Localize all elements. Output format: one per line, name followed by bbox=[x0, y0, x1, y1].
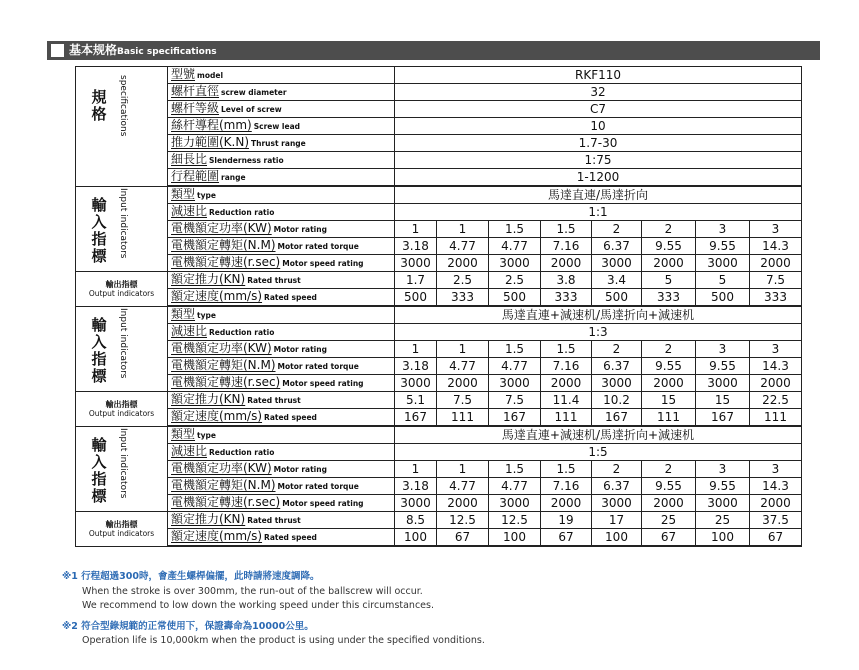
label-level: 螺杆等級 Level of screw bbox=[168, 101, 395, 118]
power-cell: 2 bbox=[642, 221, 696, 238]
note-1-cn: ※1 行程超過300時，會產生螺桿偏擺，此時請將速度調降。 bbox=[62, 571, 320, 582]
label-motor-torque: 電機額定轉矩(N.M) Motor rated torque bbox=[168, 238, 395, 255]
group-output-indicators: 輸出指標 Output indicators bbox=[76, 272, 168, 307]
thrust-cell: 5 bbox=[696, 272, 750, 289]
section-title-bar bbox=[47, 41, 820, 60]
rspeed-cell: 111 bbox=[437, 409, 489, 427]
power-cell: 3 bbox=[696, 221, 750, 238]
rspeed-cell: 500 bbox=[696, 289, 750, 307]
rspeed-cell: 333 bbox=[750, 289, 802, 307]
speed-cell: 3000 bbox=[592, 495, 642, 512]
thrust-cell: 22.5 bbox=[750, 392, 802, 409]
rspeed-cell: 100 bbox=[592, 529, 642, 547]
note-2-cn: ※2 符合型錄規範的正常使用下，保證壽命為10000公里。 bbox=[62, 620, 314, 632]
rspeed-cell: 67 bbox=[541, 529, 592, 547]
value-thrust-range: 1.7-30 bbox=[395, 135, 802, 152]
rspeed-cell: 67 bbox=[750, 529, 802, 547]
value-model: RKF110 bbox=[395, 67, 802, 84]
label-reduction-ratio: 減速比 Reduction ratio bbox=[168, 444, 395, 461]
thrust-cell: 25 bbox=[696, 512, 750, 529]
power-cell: 2 bbox=[592, 221, 642, 238]
speed-cell: 2000 bbox=[642, 495, 696, 512]
group-specifications: 規格 specifications bbox=[76, 67, 168, 187]
label-type: 類型 type bbox=[168, 306, 395, 324]
value-diameter: 32 bbox=[395, 84, 802, 101]
power-cell: 2 bbox=[592, 461, 642, 478]
rspeed-cell: 111 bbox=[642, 409, 696, 427]
label-rated-thrust: 額定推力(KN) Rated thrust bbox=[168, 392, 395, 409]
torque-cell: 4.77 bbox=[489, 358, 541, 375]
thrust-cell: 2.5 bbox=[489, 272, 541, 289]
torque-cell: 3.18 bbox=[395, 358, 437, 375]
speed-cell: 2000 bbox=[642, 375, 696, 392]
label-reduction-ratio: 減速比 Reduction ratio bbox=[168, 204, 395, 221]
torque-cell: 14.3 bbox=[750, 238, 802, 255]
torque-cell: 7.16 bbox=[541, 238, 592, 255]
label-motor-power: 電機額定功率(KW) Motor rating bbox=[168, 341, 395, 358]
label-motor-speed: 電機額定轉速(r.sec) Motor speed rating bbox=[168, 495, 395, 512]
speed-cell: 3000 bbox=[696, 375, 750, 392]
power-cell: 3 bbox=[750, 341, 802, 358]
thrust-cell: 7.5 bbox=[437, 392, 489, 409]
label-motor-torque: 電機額定轉矩(N.M) Motor rated torque bbox=[168, 358, 395, 375]
rspeed-cell: 333 bbox=[437, 289, 489, 307]
torque-cell: 4.77 bbox=[437, 238, 489, 255]
power-cell: 3 bbox=[696, 341, 750, 358]
power-cell: 1.5 bbox=[489, 221, 541, 238]
power-cell: 3 bbox=[750, 461, 802, 478]
group-output-indicators: 輸出指標 Output indicators bbox=[76, 512, 168, 547]
power-cell: 1.5 bbox=[541, 341, 592, 358]
group-input-indicators: 輸入指標 Input indicators bbox=[76, 186, 168, 272]
torque-cell: 4.77 bbox=[489, 478, 541, 495]
group-input-indicators: 輸入指標 Input indicators bbox=[76, 426, 168, 512]
thrust-cell: 5.1 bbox=[395, 392, 437, 409]
value-type: 馬達直連/馬達折向 bbox=[395, 186, 802, 204]
rspeed-cell: 67 bbox=[437, 529, 489, 547]
rspeed-cell: 500 bbox=[592, 289, 642, 307]
title-square-icon bbox=[51, 44, 64, 57]
rspeed-cell: 500 bbox=[489, 289, 541, 307]
thrust-cell: 1.7 bbox=[395, 272, 437, 289]
label-motor-power: 電機額定功率(KW) Motor rating bbox=[168, 221, 395, 238]
thrust-cell: 15 bbox=[642, 392, 696, 409]
power-cell: 2 bbox=[592, 341, 642, 358]
torque-cell: 7.16 bbox=[541, 358, 592, 375]
speed-cell: 2000 bbox=[642, 255, 696, 272]
power-cell: 1.5 bbox=[541, 221, 592, 238]
row-model bbox=[76, 67, 802, 84]
value-reduction-ratio: 1:5 bbox=[395, 444, 802, 461]
power-cell: 3 bbox=[750, 221, 802, 238]
speed-cell: 2000 bbox=[750, 255, 802, 272]
torque-cell: 6.37 bbox=[592, 238, 642, 255]
label-rated-speed: 額定速度(mm/s) Rated speed bbox=[168, 529, 395, 547]
speed-cell: 3000 bbox=[395, 495, 437, 512]
torque-cell: 6.37 bbox=[592, 358, 642, 375]
note-2-en-1: Operation life is 10,000km when the product is using under the specified vonditions. bbox=[82, 635, 485, 646]
speed-cell: 3000 bbox=[592, 375, 642, 392]
thrust-cell: 3.8 bbox=[541, 272, 592, 289]
value-lead: 10 bbox=[395, 118, 802, 135]
speed-cell: 3000 bbox=[489, 375, 541, 392]
rspeed-cell: 100 bbox=[395, 529, 437, 547]
speed-cell: 2000 bbox=[750, 375, 802, 392]
label-motor-speed: 電機額定轉速(r.sec) Motor speed rating bbox=[168, 255, 395, 272]
group-input-indicators: 輸入指標 Input indicators bbox=[76, 306, 168, 392]
label-rated-thrust: 額定推力(KN) Rated thrust bbox=[168, 272, 395, 289]
power-cell: 1 bbox=[437, 221, 489, 238]
power-cell: 1 bbox=[437, 461, 489, 478]
rspeed-cell: 500 bbox=[395, 289, 437, 307]
label-type: 類型 type bbox=[168, 186, 395, 204]
value-slenderness: 1:75 bbox=[395, 152, 802, 169]
label-stroke: 行程範圍 range bbox=[168, 169, 395, 187]
label-rated-thrust: 額定推力(KN) Rated thrust bbox=[168, 512, 395, 529]
note-1-en-2: We recommend to low down the working speed under this circumstances. bbox=[82, 600, 434, 611]
torque-cell: 9.55 bbox=[696, 238, 750, 255]
value-reduction-ratio: 1:3 bbox=[395, 324, 802, 341]
torque-cell: 9.55 bbox=[642, 238, 696, 255]
speed-cell: 3000 bbox=[696, 495, 750, 512]
speed-cell: 2000 bbox=[437, 375, 489, 392]
torque-cell: 6.37 bbox=[592, 478, 642, 495]
speed-cell: 2000 bbox=[541, 255, 592, 272]
speed-cell: 2000 bbox=[541, 495, 592, 512]
section-title: 基本规格Basic specifications bbox=[69, 43, 217, 57]
torque-cell: 3.18 bbox=[395, 238, 437, 255]
value-reduction-ratio: 1:1 bbox=[395, 204, 802, 221]
note-1-en-1: When the stroke is over 300mm, the run-out of the ballscrew will occur. bbox=[82, 585, 423, 597]
torque-cell: 9.55 bbox=[642, 478, 696, 495]
torque-cell: 3.18 bbox=[395, 478, 437, 495]
torque-cell: 14.3 bbox=[750, 358, 802, 375]
speed-cell: 2000 bbox=[437, 495, 489, 512]
rspeed-cell: 167 bbox=[592, 409, 642, 427]
torque-cell: 4.77 bbox=[437, 358, 489, 375]
torque-cell: 9.55 bbox=[696, 358, 750, 375]
group-output-indicators: 輸出指標 Output indicators bbox=[76, 392, 168, 427]
label-slenderness: 細長比 Slenderness ratio bbox=[168, 152, 395, 169]
thrust-cell: 7.5 bbox=[489, 392, 541, 409]
torque-cell: 14.3 bbox=[750, 478, 802, 495]
speed-cell: 3000 bbox=[489, 495, 541, 512]
thrust-cell: 12.5 bbox=[489, 512, 541, 529]
power-cell: 1 bbox=[395, 221, 437, 238]
power-cell: 1 bbox=[395, 461, 437, 478]
thrust-cell: 7.5 bbox=[750, 272, 802, 289]
power-cell: 2 bbox=[642, 461, 696, 478]
torque-cell: 4.77 bbox=[489, 238, 541, 255]
thrust-cell: 11.4 bbox=[541, 392, 592, 409]
thrust-cell: 5 bbox=[642, 272, 696, 289]
label-type: 類型 type bbox=[168, 426, 395, 444]
speed-cell: 3000 bbox=[489, 255, 541, 272]
value-stroke: 1-1200 bbox=[395, 169, 802, 187]
rspeed-cell: 111 bbox=[541, 409, 592, 427]
power-cell: 3 bbox=[696, 461, 750, 478]
section-1 bbox=[76, 186, 802, 306]
thrust-cell: 19 bbox=[541, 512, 592, 529]
rspeed-cell: 167 bbox=[696, 409, 750, 427]
label-motor-torque: 電機額定轉矩(N.M) Motor rated torque bbox=[168, 478, 395, 495]
speed-cell: 3000 bbox=[592, 255, 642, 272]
thrust-cell: 8.5 bbox=[395, 512, 437, 529]
spec-table bbox=[75, 66, 802, 547]
thrust-cell: 12.5 bbox=[437, 512, 489, 529]
speed-cell: 3000 bbox=[395, 375, 437, 392]
label-rated-speed: 額定速度(mm/s) Rated speed bbox=[168, 409, 395, 427]
rspeed-cell: 167 bbox=[489, 409, 541, 427]
label-motor-speed: 電機額定轉速(r.sec) Motor speed rating bbox=[168, 375, 395, 392]
thrust-cell: 17 bbox=[592, 512, 642, 529]
value-level: C7 bbox=[395, 101, 802, 118]
speed-cell: 2000 bbox=[437, 255, 489, 272]
notes bbox=[62, 570, 485, 649]
torque-cell: 9.55 bbox=[642, 358, 696, 375]
speed-cell: 2000 bbox=[541, 375, 592, 392]
torque-cell: 9.55 bbox=[696, 478, 750, 495]
thrust-cell: 2.5 bbox=[437, 272, 489, 289]
rspeed-cell: 100 bbox=[696, 529, 750, 547]
power-cell: 1 bbox=[437, 341, 489, 358]
section-3 bbox=[76, 426, 802, 546]
section-2 bbox=[76, 306, 802, 426]
thrust-cell: 15 bbox=[696, 392, 750, 409]
label-model: 型號 model bbox=[168, 67, 395, 84]
rspeed-cell: 167 bbox=[395, 409, 437, 427]
speed-cell: 3000 bbox=[696, 255, 750, 272]
rspeed-cell: 333 bbox=[541, 289, 592, 307]
power-cell: 2 bbox=[642, 341, 696, 358]
rspeed-cell: 333 bbox=[642, 289, 696, 307]
label-motor-power: 電機額定功率(KW) Motor rating bbox=[168, 461, 395, 478]
rspeed-cell: 111 bbox=[750, 409, 802, 427]
value-type: 馬達直連+減速机/馬達折向+減速机 bbox=[395, 306, 802, 324]
label-rated-speed: 額定速度(mm/s) Rated speed bbox=[168, 289, 395, 307]
label-reduction-ratio: 減速比 Reduction ratio bbox=[168, 324, 395, 341]
thrust-cell: 25 bbox=[642, 512, 696, 529]
power-cell: 1.5 bbox=[489, 461, 541, 478]
label-diameter: 螺杆直徑 screw diameter bbox=[168, 84, 395, 101]
thrust-cell: 10.2 bbox=[592, 392, 642, 409]
torque-cell: 7.16 bbox=[541, 478, 592, 495]
label-lead: 絲杆導程(mm) Screw lead bbox=[168, 118, 395, 135]
rspeed-cell: 67 bbox=[642, 529, 696, 547]
label-thrust-range: 推力範圍(K.N) Thrust range bbox=[168, 135, 395, 152]
power-cell: 1 bbox=[395, 341, 437, 358]
thrust-cell: 37.5 bbox=[750, 512, 802, 529]
speed-cell: 3000 bbox=[395, 255, 437, 272]
power-cell: 1.5 bbox=[489, 341, 541, 358]
rspeed-cell: 100 bbox=[489, 529, 541, 547]
value-type: 馬達直連+減速机/馬達折向+減速机 bbox=[395, 426, 802, 444]
speed-cell: 2000 bbox=[750, 495, 802, 512]
thrust-cell: 3.4 bbox=[592, 272, 642, 289]
power-cell: 1.5 bbox=[541, 461, 592, 478]
torque-cell: 4.77 bbox=[437, 478, 489, 495]
